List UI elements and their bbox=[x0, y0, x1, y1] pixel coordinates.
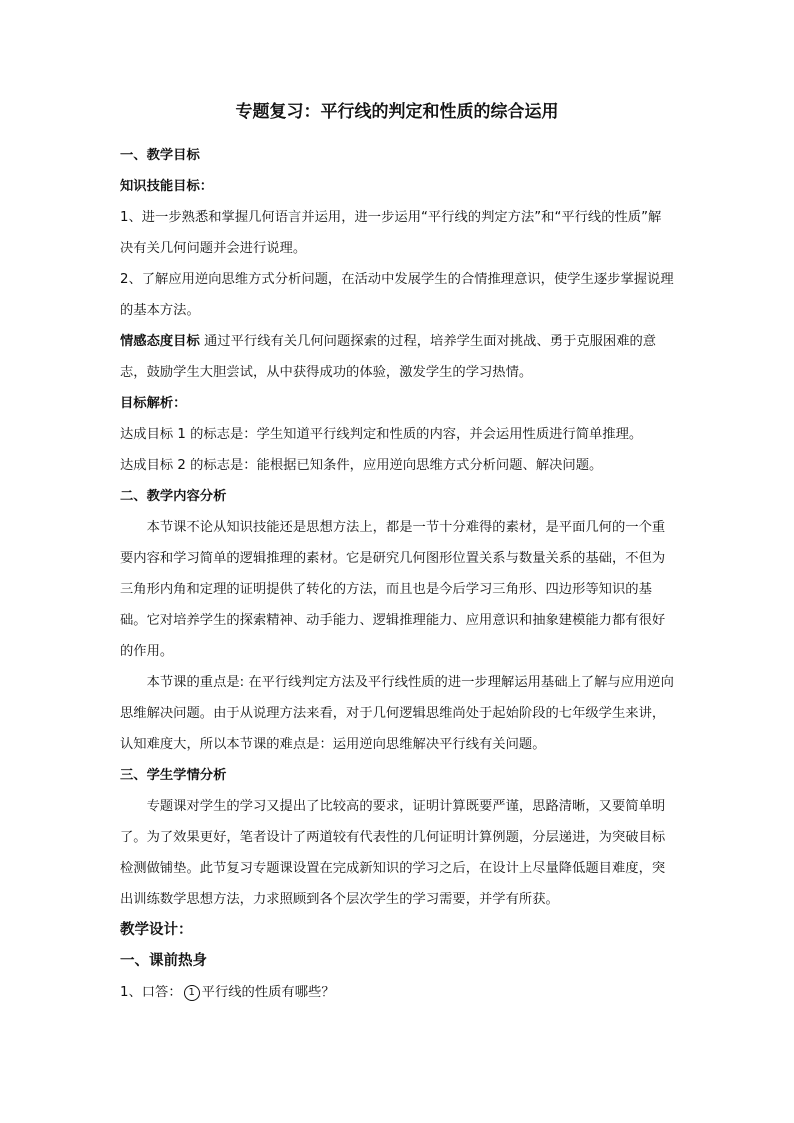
emotion-objective bbox=[120, 326, 674, 388]
section-heading-objectives: 一、教学目标 bbox=[120, 148, 200, 163]
objective-item-2: 2、了解应用逆向思维方式分析问题，在活动中发展学生的合情推理意识，使学生逐步掌握说理的基本方法。 bbox=[120, 272, 674, 318]
analysis-item-1: 达成目标 1 的标志是：学生知道平行线判定和性质的内容，并会运用性质进行简单推理。 bbox=[120, 427, 643, 442]
circled-number-marker: 1 bbox=[184, 985, 200, 1001]
objective-item-1: 1、进一步熟悉和掌握几何语言并运用，进一步运用“平行线的判定方法”和“平行线的性质”解决有关几何问题并会进行说理。 bbox=[120, 210, 662, 256]
student-analysis-paragraph: 专题课对学生的学习又提出了比较高的要求，证明计算既要严谨，思路清晰，又要简单明了。为了效果更好，笔者设计了两道较有代表性的几何证明计算例题，分层递进，为突破目标检测做铺垫。此节复习专题课设置在完成新知识的学习之后，在设计上尽量降低题目难度，突出训练数学思想方法，力求照顾到各个层次学生的学习需要，并学有所获。 bbox=[120, 799, 666, 907]
warmup-heading: 一、课前热身 bbox=[120, 953, 207, 969]
warmup-question-1 bbox=[120, 977, 674, 1008]
analysis-item-2: 达成目标 2 的标志是：能根据已知条件，应用逆向思维方式分析问题、解决问题。 bbox=[120, 458, 603, 473]
emotion-label: 情感态度目标 bbox=[120, 334, 200, 349]
section-heading-content: 二、教学内容分析 bbox=[120, 489, 227, 504]
knowledge-skill-heading: 知识技能目标： bbox=[120, 179, 214, 194]
content-paragraph-1: 本节课不论从知识技能还是思想方法上，都是一节十分难得的素材，是平面几何的一个重要内容和学习简单的逻辑推理的素材。它是研究几何图形位置关系与数量关系的基础，不但为三角形内角和定理的证明提供了转化的方法，而且也是今后学习三角形、四边形等知识的基础。它对培养学生的探索精神、动手能力、逻辑推理能力、应用意识和抽象建模能力都有很好的作用。 bbox=[120, 520, 666, 659]
section-heading-students: 三、学生学情分析 bbox=[120, 768, 227, 783]
teaching-design-heading: 教学设计： bbox=[120, 922, 193, 938]
question-text: 平行线的性质有哪些？ bbox=[201, 985, 335, 1000]
document-title: 专题复习：平行线的判定和性质的综合运用 bbox=[235, 102, 559, 122]
objective-analysis-heading: 目标解析： bbox=[120, 396, 187, 411]
question-prefix: 1、口答： bbox=[120, 985, 182, 1000]
emotion-text: 通过平行线有关几何问题探索的过程，培养学生面对挑战、勇于克服困难的意志，鼓励学生大胆尝试，从中获得成功的体验，激发学生的学习热情。 bbox=[120, 334, 657, 380]
content-paragraph-2: 本节课的重点是: 在平行线判定方法及平行线性质的进一步理解运用基础上了解与应用逆向思维解决问题。由于从说理方法来看，对于几何逻辑思维尚处于起始阶段的七年级学生来讲，认知难度大，所以本节课的难点是：运用逆向思维解决平行线有关问题。 bbox=[120, 675, 674, 752]
